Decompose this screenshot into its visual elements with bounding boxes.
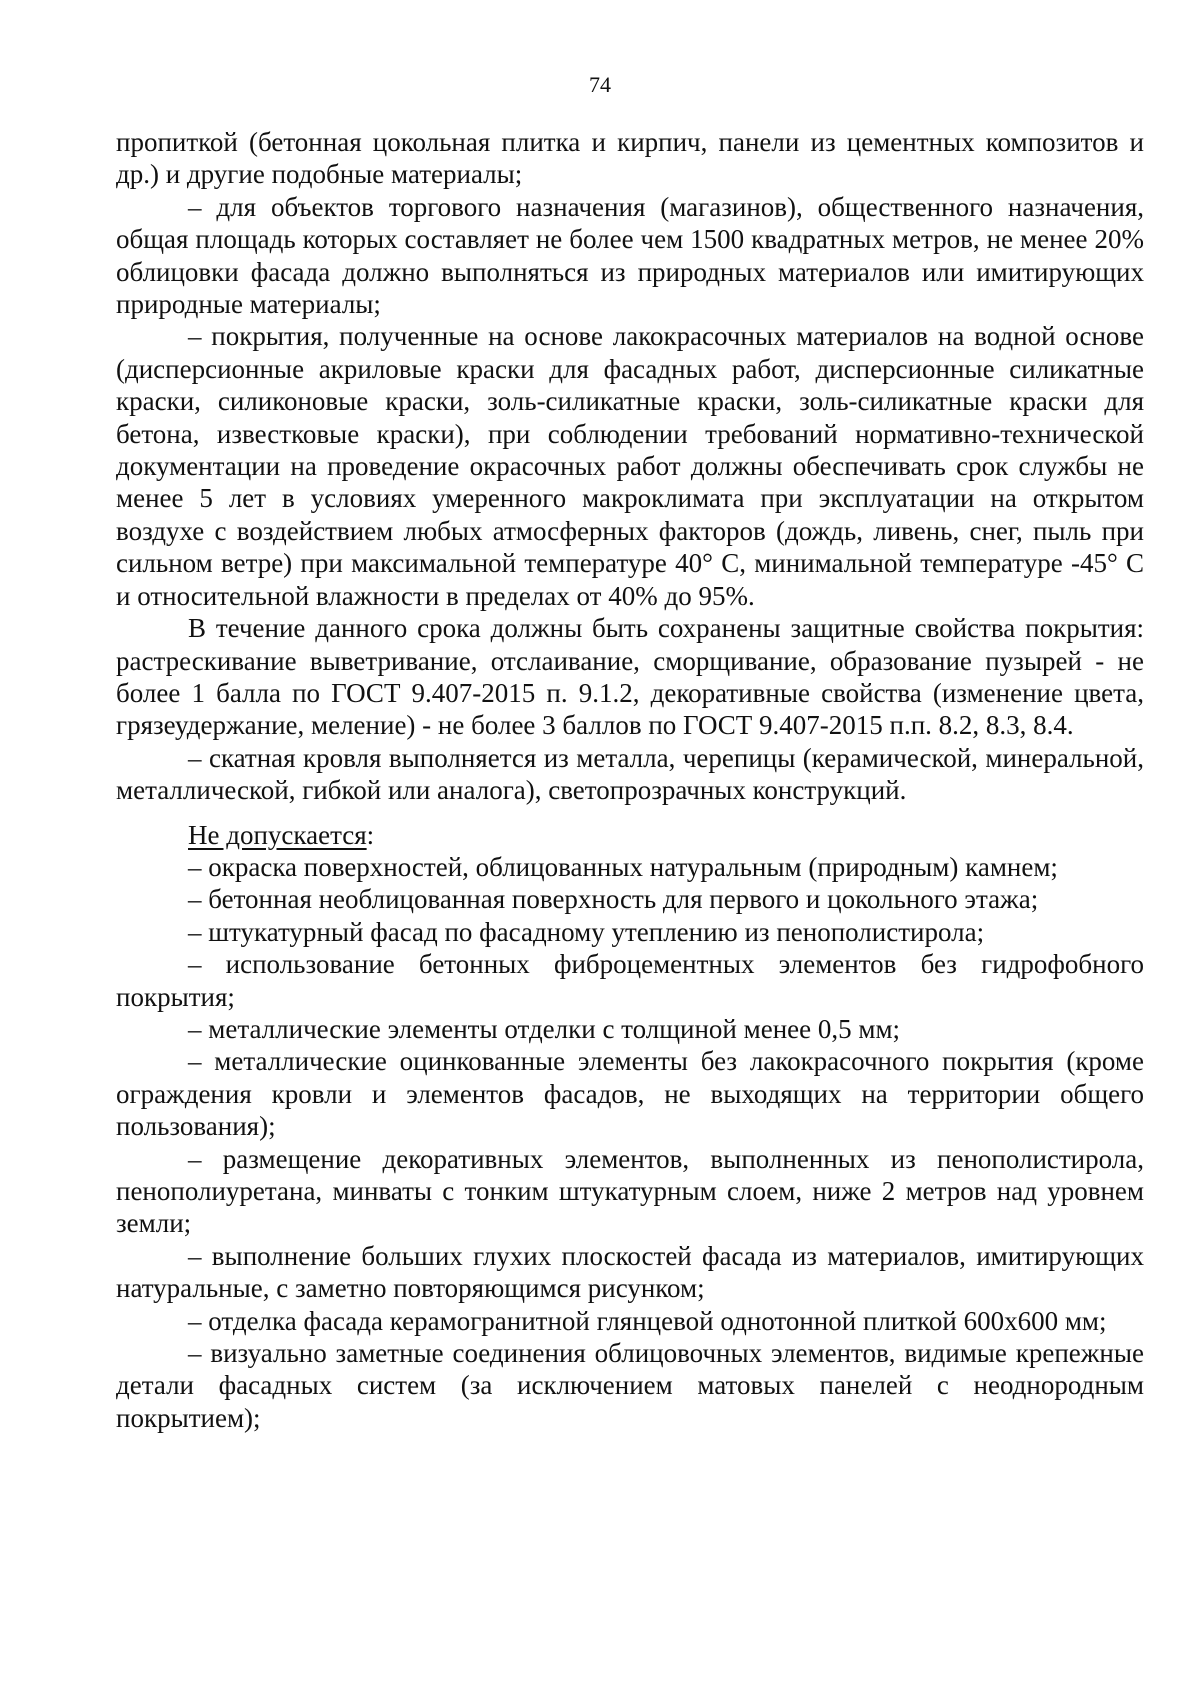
not-allowed-item: – использование бетонных фиброцементных элементов без гидрофобного покрытия;: [116, 949, 1144, 1012]
not-allowed-item: – металлические элементы отделки с толщиной менее 0,5 мм;: [188, 1013, 901, 1044]
not-allowed-item: – выполнение больших глухих плоскостей фасада из материалов, имитирующих натуральные, с заметно повторяющимся рисунком;: [116, 1240, 1144, 1304]
not-allowed-item: – отделка фасада керамогранитной глянцевой однотонной плиткой 600х600 мм;: [188, 1305, 1107, 1336]
page-number: 74: [589, 72, 611, 97]
list-item-coatings: – покрытия, полученные на основе лакокрасочных материалов на водной основе (дисперсионные акриловые краски для фасадных работ, дисперсионные силикатные краски, силиконовые краски, золь-силикатные краски, золь-силикатные краски для бетона, известковые краски), при соблюдении требований нормативно-технической документации на проведение окрасочных работ должны обеспечивать срок службы не менее 5 лет в условиях умеренного макроклимата при эксплуатации на открытом воздухе с воздействием любых атмосферных факторов (дождь, ливень, снег, пыль при сильном ветре) при максимальной температуре 40° С, минимальной температуре -45° С и относительной влажности в пределах от 40% до 95%.: [116, 321, 1144, 611]
paragraph-continuation: пропиткой (бетонная цокольная плитка и кирпич, панели из цементных композитов и др.) и другие подобные материалы;: [116, 127, 1144, 190]
section-heading-not-allowed: [116, 819, 1144, 851]
not-allowed-item: – бетонная необлицованная поверхность для первого и цокольного этажа;: [188, 884, 1039, 915]
document-body: [116, 126, 1144, 1434]
not-allowed-item: – штукатурный фасад по фасадному утеплению из пенополистирола;: [188, 916, 985, 947]
not-allowed-item: – металлические оцинкованные элементы без лакокрасочного покрытия (кроме ограждения кровли и элементов фасадов, не выходящих на территории общего пользования);: [116, 1046, 1144, 1142]
paragraph-service-life: В течение данного срока должны быть сохранены защитные свойства покрытия: растрескивание выветривание, отслаивание, сморщивание, образование пузырей - не более 1 балла по ГОСТ 9.407-2015 п. 9.1.2, декоративные свойства (изменение цвета, грязеудержание, меление) - не более 3 баллов по ГОСТ 9.407-2015 п.п. 8.2, 8.3, 8.4.: [116, 613, 1144, 741]
not-allowed-item: – окраска поверхностей, облицованных натуральным (природным) камнем;: [188, 851, 1058, 882]
not-allowed-heading: Не допускается: [188, 819, 367, 850]
list-item-pitched-roof: – скатная кровля выполняется из металла, черепицы (керамической, минеральной, металлической, гибкой или аналога), светопрозрачных конструкций.: [116, 742, 1144, 806]
list-item-trade-objects: – для объектов торгового назначения (магазинов), общественного назначения, общая площадь которых составляет не более чем 1500 квадратных метров, не менее 20% облицовки фасада должно выполняться из природных материалов или имитирующих природные материалы;: [116, 191, 1144, 320]
not-allowed-item: – визуально заметные соединения облицовочных элементов, видимые крепежные детали фасадных систем (за исключением матовых панелей с неоднородным покрытием);: [116, 1338, 1144, 1433]
heading-colon: :: [366, 819, 375, 850]
not-allowed-item: – размещение декоративных элементов, выполненных из пенополистирола, пенополиуретана, минваты с тонким штукатурным слоем, ниже 2 метров над уровнем земли;: [116, 1143, 1144, 1239]
